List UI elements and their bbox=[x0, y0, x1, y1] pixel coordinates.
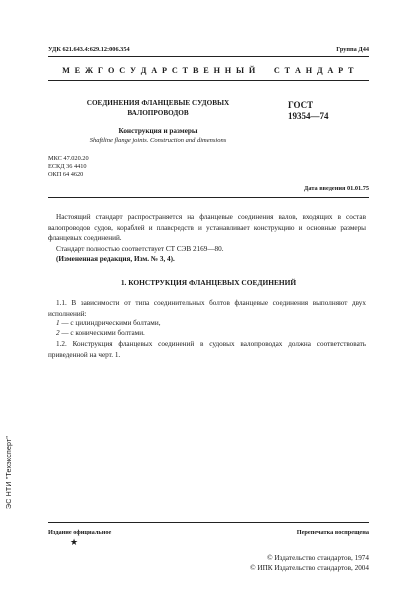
heading-rule bbox=[48, 80, 369, 81]
classifier-codes bbox=[48, 155, 89, 179]
date-rule bbox=[48, 197, 369, 198]
standard-title bbox=[48, 98, 268, 136]
classifier-okp: ОКП 64 4620 bbox=[48, 171, 84, 178]
top-rule bbox=[48, 56, 369, 57]
udk-code: УДК 621.643.4:629.12:006.354 bbox=[48, 46, 130, 53]
intro-date-value: 01.01.75 bbox=[346, 185, 369, 192]
gost-number: 19354—74 bbox=[288, 111, 329, 121]
classifier-eskd: ЕСКД 36 4410 bbox=[48, 163, 87, 170]
title-subtitle: Конструкция и размеры bbox=[118, 127, 198, 135]
interstate-standard-heading: М Е Ж Г О С У Д А Р С Т В Е Н Н Ы Й С Т А Н Д А Р Т bbox=[62, 66, 355, 75]
intro-amendment: (Измененная редакция, Изм. № 3, 4). bbox=[56, 255, 175, 263]
clause-1-2: 1.2. Конструкция фланцевых соединений в судовых валопроводах должна соответствовать приведенной на черт. 1. bbox=[48, 340, 366, 359]
intro-date-label: Дата введения bbox=[304, 185, 346, 192]
copyright-1974: © Издательство стандартов, 1974 bbox=[267, 554, 369, 562]
copyright-2004: © ИПК Издательство стандартов, 2004 bbox=[250, 564, 369, 572]
title-line-2: ВАЛОПРОВОДОВ bbox=[127, 109, 189, 117]
variant-1-number: 1 bbox=[56, 319, 60, 327]
group-code: Группа Д44 bbox=[336, 46, 369, 53]
variant-2 bbox=[48, 328, 366, 339]
variant-1-text: — с цилиндрическими болтами, bbox=[59, 319, 161, 327]
classifier-mks: МКС 47.020.20 bbox=[48, 155, 89, 162]
variant-2-number: 2 bbox=[56, 329, 60, 337]
gost-label: ГОСТ bbox=[288, 100, 314, 110]
section-1-heading: 1. КОНСТРУКЦИЯ ФЛАНЦЕВЫХ СОЕДИНЕНИЙ bbox=[120, 278, 297, 287]
variant-2-text: — с коническими болтами. bbox=[59, 329, 145, 337]
side-stamp: ЭС НТИ "Техэксперт" bbox=[6, 435, 13, 509]
star-icon: ★ bbox=[70, 537, 79, 547]
footer-rule bbox=[48, 522, 369, 523]
clause-1-1: 1.1. В зависимости от типа соединительных болтов фланцевые соединения выполняют двух исполнений: bbox=[48, 299, 366, 318]
english-title: Shaftline flange joints. Construction and dimensions bbox=[89, 137, 227, 144]
variant-1 bbox=[48, 318, 366, 329]
intro-conformity: Стандарт полностью соответствует СТ СЭВ 2169—80. bbox=[56, 245, 224, 253]
gost-block bbox=[288, 100, 329, 122]
official-edition: Издание официальное bbox=[48, 529, 112, 536]
intro-paragraph: Настоящий стандарт распространяется на фланцевые соединения валов, входящих в состав валопроводов судов, кораблей и плавсредств и устанавливает конструкцию и основные размеры фланцевых соединений. bbox=[48, 213, 366, 242]
title-line-1: СОЕДИНЕНИЯ ФЛАНЦЕВЫЕ СУДОВЫХ bbox=[86, 99, 230, 107]
reprint-prohibited: Перепечатка воспрещена bbox=[296, 529, 369, 536]
introduction-date bbox=[304, 185, 369, 193]
